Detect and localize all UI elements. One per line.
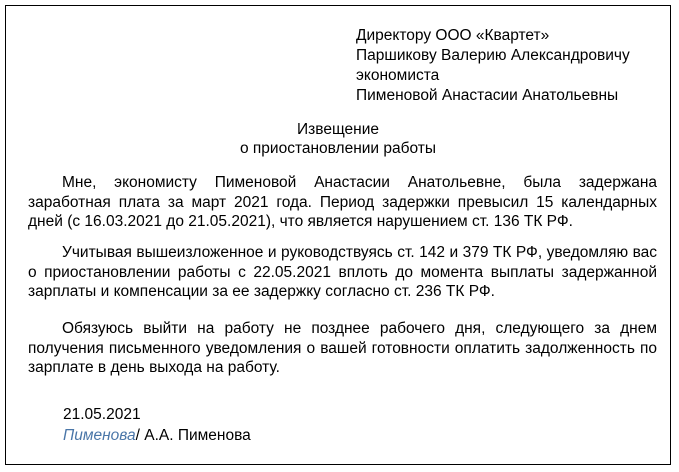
- document-page: [5, 5, 671, 465]
- document-title: Извещение: [297, 121, 379, 138]
- document-subtitle: о приостановлении работы: [239, 140, 437, 157]
- addressee-line-director-name: Паршикову Валерию Александровичу: [356, 47, 630, 64]
- signature-block: [63, 404, 251, 446]
- addressee-line-sender-name: Пименовой Анастасии Анатольевны: [356, 87, 619, 104]
- signature-separator: /: [135, 427, 145, 444]
- signature-line: [63, 425, 251, 446]
- signer-name: А.А. Пименова: [144, 427, 251, 444]
- paragraph-commitment: Обязуюсь выйти на работу не позднее рабочего дня, следующего за днем получения письменного уведомления о вашей готовности оплатить задолженность по зарплате в день выхода на работу.: [28, 320, 657, 376]
- paragraph-suspension: Учитывая вышеизложенное и руководствуясь ст. 142 и 379 ТК РФ, уведомляю вас о приостановлении работы с 22.05.2021 вплоть до момента выплаты задержанной зарплаты и компенсации за ее задержку согласно ст. 236 ТК РФ.: [28, 244, 657, 300]
- paragraph-delay: Мне, экономисту Пименовой Анастасии Анатольевне, была задержана заработная плата за март 2021 года. Период задержки превысил 15 календарных дней (с 16.03.2021 до 21.05.2021), что является нарушением ст. 136 ТК РФ.: [28, 174, 657, 230]
- addressee-block: [356, 26, 630, 106]
- addressee-line-director: Директору ООО «Квартет»: [356, 27, 550, 44]
- addressee-line-sender-position: экономиста: [356, 67, 440, 84]
- handwritten-signature: Пименова: [63, 427, 136, 444]
- document-date: 21.05.2021: [63, 406, 141, 423]
